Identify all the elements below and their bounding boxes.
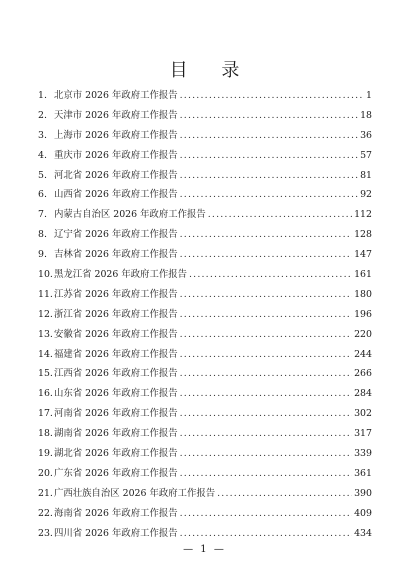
toc-entry-number: 6. [38, 189, 47, 201]
toc-leader-dots [180, 468, 353, 479]
toc-entry-number: 7. [38, 209, 47, 221]
toc-entry[interactable] [38, 445, 372, 465]
table-of-contents [38, 87, 372, 544]
toc-leader-dots [180, 428, 353, 439]
toc-leader-dots [180, 130, 358, 141]
toc-entry-title: 黑龙江省 2026 年政府工作报告 [54, 269, 187, 281]
toc-entry-number: 17. [38, 408, 53, 420]
toc-entry-number: 20. [38, 467, 53, 479]
toc-leader-dots [208, 209, 352, 220]
toc-entry-title: 浙江省 2026 年政府工作报告 [54, 308, 178, 320]
toc-entry-number: 18. [38, 428, 53, 440]
toc-entry-page: 36 [360, 129, 372, 141]
toc-entry[interactable] [38, 405, 372, 425]
toc-entry-title: 湖北省 2026 年政府工作报告 [54, 448, 178, 460]
toc-entry-page: 92 [360, 189, 372, 201]
toc-entry-title: 江西省 2026 年政府工作报告 [54, 368, 178, 380]
toc-entry[interactable] [38, 167, 372, 187]
toc-entry[interactable] [38, 326, 372, 346]
toc-entry[interactable] [38, 306, 372, 326]
toc-entry-page: 390 [354, 487, 372, 499]
toc-entry-number: 23. [38, 527, 53, 539]
toc-leader-dots [180, 150, 358, 161]
toc-leader-dots [180, 90, 364, 101]
toc-entry[interactable] [38, 147, 372, 167]
toc-entry[interactable] [38, 465, 372, 485]
toc-leader-dots [180, 508, 353, 519]
toc-entry-page: 1 [366, 90, 372, 101]
toc-entry-number: 8. [38, 229, 47, 241]
toc-leader-dots [180, 289, 353, 300]
toc-entry-title: 江苏省 2026 年政府工作报告 [54, 288, 178, 300]
toc-entry-number: 15. [38, 368, 53, 380]
toc-entry-title: 安徽省 2026 年政府工作报告 [54, 328, 178, 340]
toc-entry-page: 81 [360, 169, 372, 181]
toc-entry-page: 180 [354, 288, 372, 300]
toc-entry-title: 河北省 2026 年政府工作报告 [54, 169, 178, 181]
toc-entry[interactable] [38, 226, 372, 246]
toc-entry-number: 13. [38, 328, 53, 340]
page-title: 目 录 [169, 60, 254, 81]
toc-entry[interactable] [38, 266, 372, 286]
toc-entry[interactable] [38, 365, 372, 385]
toc-entry[interactable] [38, 505, 372, 525]
toc-leader-dots [180, 408, 353, 419]
toc-entry[interactable] [38, 425, 372, 445]
toc-entry-title: 四川省 2026 年政府工作报告 [54, 527, 178, 539]
toc-entry-number: 4. [38, 149, 47, 161]
toc-entry-page: 317 [354, 428, 372, 440]
toc-leader-dots [180, 349, 353, 360]
toc-entry-page: 220 [354, 328, 372, 340]
toc-leader-dots [180, 189, 358, 200]
toc-entry-page: 302 [354, 408, 372, 420]
toc-entry-page: 196 [354, 308, 372, 320]
toc-entry[interactable] [38, 186, 372, 206]
toc-entry-title: 湖南省 2026 年政府工作报告 [54, 428, 178, 440]
toc-entry[interactable] [38, 87, 372, 107]
toc-entry-page: 112 [354, 209, 372, 221]
toc-leader-dots [180, 368, 353, 379]
toc-entry-page: 128 [354, 229, 372, 241]
toc-entry[interactable] [38, 485, 372, 505]
toc-entry-title: 福建省 2026 年政府工作报告 [54, 348, 178, 360]
page-number-footer: — 1 — [183, 544, 226, 555]
toc-entry-page: 244 [354, 348, 372, 360]
toc-entry[interactable] [38, 246, 372, 266]
toc-entry-number: 10. [38, 269, 53, 281]
toc-entry-title: 山西省 2026 年政府工作报告 [54, 189, 178, 201]
toc-entry-title: 海南省 2026 年政府工作报告 [54, 507, 178, 519]
toc-entry-number: 12. [38, 308, 53, 320]
toc-leader-dots [180, 329, 353, 340]
toc-entry-number: 3. [38, 129, 47, 141]
toc-entry-page: 147 [354, 249, 372, 261]
toc-entry[interactable] [38, 127, 372, 147]
toc-entry[interactable] [38, 525, 372, 545]
toc-leader-dots [180, 388, 353, 399]
toc-entry-number: 22. [38, 507, 53, 519]
toc-entry-title: 内蒙古自治区 2026 年政府工作报告 [54, 209, 206, 221]
toc-leader-dots [180, 110, 358, 121]
toc-entry-title: 重庆市 2026 年政府工作报告 [54, 149, 178, 161]
toc-entry-number: 5. [38, 169, 47, 181]
toc-entry-number: 16. [38, 388, 53, 400]
toc-entry-page: 18 [360, 109, 372, 121]
toc-entry-page: 57 [360, 149, 372, 161]
toc-entry-page: 266 [354, 368, 372, 380]
toc-entry-page: 284 [354, 388, 372, 400]
toc-entry-title: 广西壮族自治区 2026 年政府工作报告 [54, 487, 216, 499]
toc-entry-number: 11. [38, 288, 53, 300]
toc-entry-number: 21. [38, 487, 53, 499]
toc-entry[interactable] [38, 346, 372, 366]
toc-leader-dots [180, 309, 353, 320]
toc-leader-dots [180, 229, 353, 240]
toc-entry-page: 339 [354, 448, 372, 460]
toc-entry-number: 2. [38, 109, 47, 121]
toc-entry[interactable] [38, 107, 372, 127]
toc-entry-page: 434 [354, 527, 372, 539]
toc-entry-title: 山东省 2026 年政府工作报告 [54, 388, 178, 400]
toc-entry-title: 辽宁省 2026 年政府工作报告 [54, 229, 178, 241]
toc-entry[interactable] [38, 286, 372, 306]
toc-entry-number: 19. [38, 448, 53, 460]
toc-entry-title: 河南省 2026 年政府工作报告 [54, 408, 178, 420]
toc-leader-dots [180, 528, 353, 539]
toc-entry-title: 北京市 2026 年政府工作报告 [54, 90, 178, 101]
toc-entry-page: 161 [354, 269, 372, 281]
toc-entry-number: 9. [38, 249, 47, 261]
toc-leader-dots [180, 249, 353, 260]
toc-entry[interactable] [38, 206, 372, 226]
toc-leader-dots [180, 170, 358, 181]
toc-entry-number: 1. [38, 90, 47, 101]
toc-entry-page: 409 [354, 507, 372, 519]
toc-entry-title: 吉林省 2026 年政府工作报告 [54, 249, 178, 261]
toc-leader-dots [180, 448, 353, 459]
toc-entry-title: 天津市 2026 年政府工作报告 [54, 109, 178, 121]
toc-leader-dots [217, 488, 352, 499]
toc-leader-dots [189, 269, 352, 280]
toc-entry-number: 14. [38, 348, 53, 360]
toc-entry[interactable] [38, 385, 372, 405]
toc-entry-title: 上海市 2026 年政府工作报告 [54, 129, 178, 141]
toc-entry-title: 广东省 2026 年政府工作报告 [54, 467, 178, 479]
toc-entry-page: 361 [354, 467, 372, 479]
